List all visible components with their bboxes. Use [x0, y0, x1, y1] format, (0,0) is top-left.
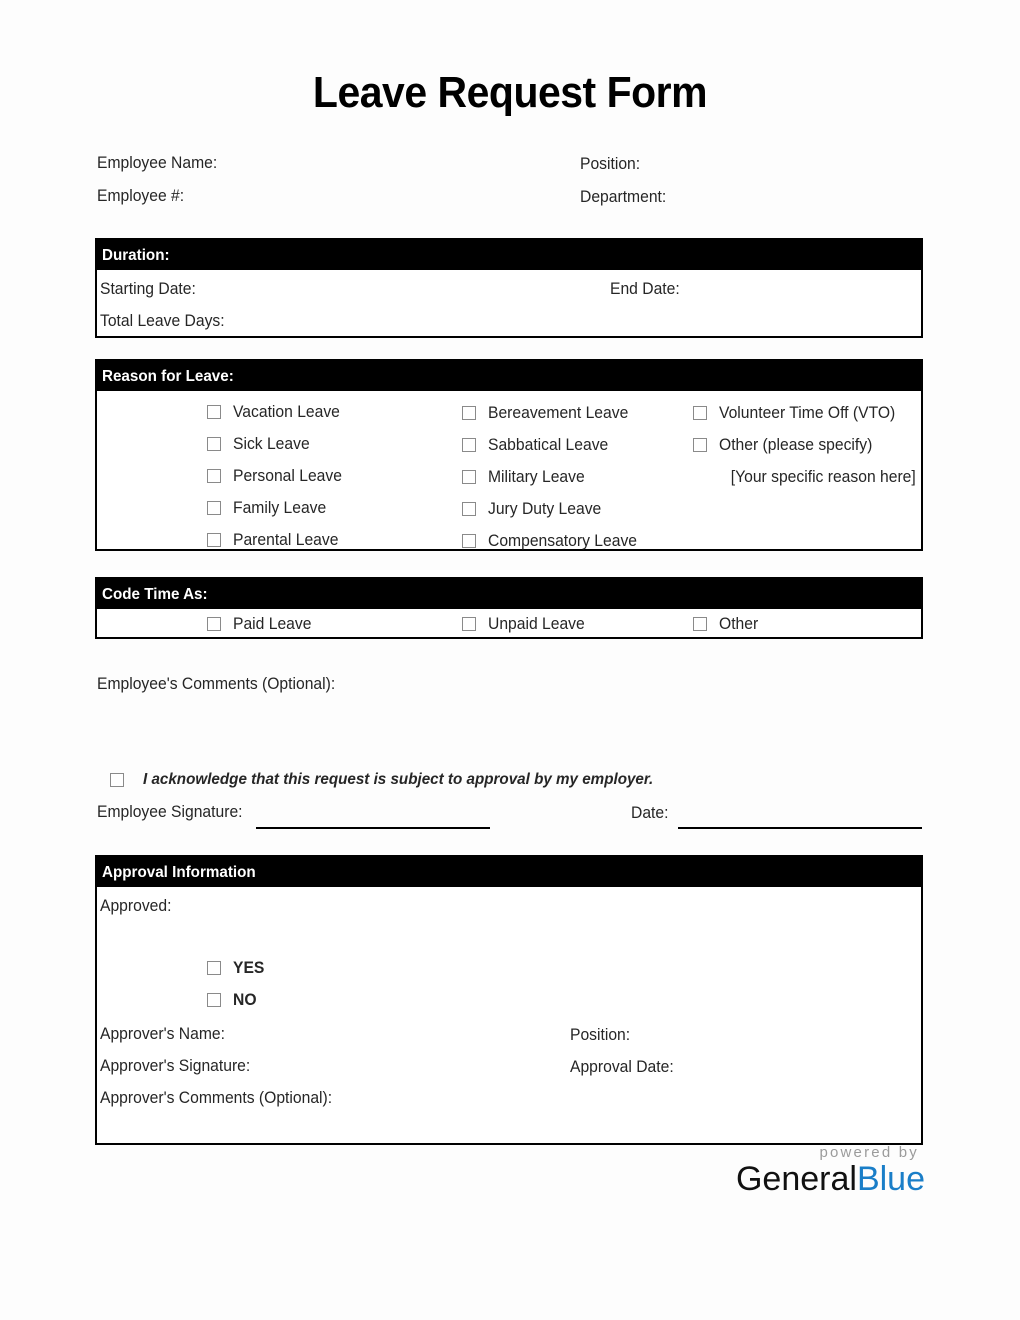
- checkbox-label: Bereavement Leave: [488, 404, 629, 422]
- approver-comments-label: Approver's Comments (Optional):: [100, 1089, 333, 1107]
- reason-for-leave-section: [95, 359, 923, 551]
- checkbox-other-please-specify[interactable]: [693, 437, 880, 454]
- signature-date-label: Date:: [631, 804, 669, 822]
- checkbox-bereavement-leave[interactable]: [462, 405, 636, 422]
- acknowledgment-checkbox-row[interactable]: [110, 772, 680, 788]
- checkbox-other-code-time[interactable]: [693, 616, 760, 633]
- checkbox-icon[interactable]: [207, 469, 221, 483]
- employee-comments-label: Employee's Comments (Optional):: [97, 675, 336, 693]
- checkbox-label: Vacation Leave: [233, 403, 340, 421]
- generalblue-logo: [600, 1145, 925, 1199]
- checkbox-label: YES: [233, 959, 265, 977]
- checkbox-vacation-leave[interactable]: [207, 404, 346, 421]
- employee-name-label: Employee Name:: [97, 154, 218, 172]
- approver-signature-label: Approver's Signature:: [100, 1057, 251, 1075]
- checkbox-icon[interactable]: [207, 405, 221, 419]
- end-date-field: [610, 281, 722, 298]
- checkbox-icon[interactable]: [207, 501, 221, 515]
- code-time-as-section-body: [97, 609, 921, 637]
- checkbox-paid-leave[interactable]: [207, 616, 316, 633]
- checkbox-label: Compensatory Leave: [488, 532, 638, 550]
- signature-date-field[interactable]: [678, 827, 922, 829]
- approval-heading-text: Approval Information: [102, 864, 256, 881]
- approval-section-header: [97, 857, 921, 887]
- checkbox-icon[interactable]: [207, 993, 221, 1007]
- checkbox-icon[interactable]: [693, 438, 707, 452]
- checkbox-approved-yes[interactable]: [207, 960, 266, 977]
- position-label: Position:: [580, 155, 641, 173]
- approval-information-section: [95, 855, 923, 1145]
- page-title: Leave Request Form: [312, 68, 708, 117]
- powered-by-text: powered by: [819, 1144, 919, 1161]
- checkbox-label: Jury Duty Leave: [488, 500, 602, 518]
- checkbox-icon[interactable]: [207, 533, 221, 547]
- checkbox-icon[interactable]: [693, 406, 707, 420]
- reason-heading-text: Reason for Leave:: [102, 368, 234, 385]
- checkbox-label: Family Leave: [233, 499, 327, 517]
- checkbox-icon[interactable]: [207, 961, 221, 975]
- checkbox-icon[interactable]: [462, 470, 476, 484]
- checkbox-icon[interactable]: [462, 406, 476, 420]
- checkbox-icon[interactable]: [462, 438, 476, 452]
- brand-wordmark: [600, 1160, 925, 1199]
- employee-signature-label: Employee Signature:: [97, 803, 243, 821]
- checkbox-label: Personal Leave: [233, 467, 342, 485]
- reason-section-header: [97, 361, 921, 391]
- approval-date-field: [570, 1059, 693, 1076]
- approved-label: Approved:: [100, 897, 172, 915]
- employee-signature-field[interactable]: [256, 827, 490, 829]
- checkbox-volunteer-time-off[interactable]: [693, 405, 905, 422]
- checkbox-icon[interactable]: [110, 773, 124, 787]
- checkbox-approved-no[interactable]: [207, 992, 258, 1009]
- acknowledgment-text: I acknowledge that this request is subject to approval by my employer.: [143, 771, 654, 788]
- checkbox-icon[interactable]: [207, 617, 221, 631]
- checkbox-icon[interactable]: [462, 617, 476, 631]
- checkbox-label: Unpaid Leave: [488, 615, 585, 633]
- checkbox-icon[interactable]: [207, 437, 221, 451]
- checkbox-unpaid-leave[interactable]: [462, 616, 590, 633]
- checkbox-military-leave[interactable]: [462, 469, 590, 486]
- code-time-as-section: [95, 577, 923, 639]
- approval-section-body: [97, 887, 921, 1143]
- duration-section: [95, 238, 923, 338]
- checkbox-jury-duty-leave[interactable]: [462, 501, 607, 518]
- checkbox-label: Sick Leave: [233, 435, 310, 453]
- checkbox-parental-leave[interactable]: [207, 532, 344, 549]
- duration-section-body: [97, 270, 921, 336]
- other-reason-placeholder[interactable]: [Your specific reason here]: [730, 468, 916, 486]
- code-time-as-heading-text: Code Time As:: [102, 586, 208, 603]
- approval-date-label: Approval Date:: [570, 1059, 674, 1076]
- checkbox-label: Paid Leave: [233, 615, 312, 633]
- checkbox-personal-leave[interactable]: [207, 468, 348, 485]
- approver-position-label: Position:: [570, 1026, 631, 1044]
- duration-heading-text: Duration:: [102, 247, 170, 264]
- checkbox-sick-leave[interactable]: [207, 436, 314, 453]
- checkbox-label: Parental Leave: [233, 531, 339, 549]
- starting-date-label: Starting Date:: [100, 280, 196, 298]
- checkbox-label: Military Leave: [488, 468, 585, 486]
- checkbox-compensatory-leave[interactable]: [462, 533, 645, 550]
- code-time-as-section-header: [97, 579, 921, 609]
- brand-name-general: General: [735, 1160, 857, 1198]
- brand-name-blue: Blue: [856, 1160, 925, 1198]
- checkbox-icon[interactable]: [462, 534, 476, 548]
- checkbox-label: Volunteer Time Off (VTO): [719, 404, 896, 422]
- total-leave-days-label: Total Leave Days:: [100, 312, 225, 330]
- department-label: Department:: [580, 188, 667, 206]
- checkbox-label: Other (please specify): [719, 436, 873, 454]
- checkbox-icon[interactable]: [462, 502, 476, 516]
- employee-number-label: Employee #:: [97, 187, 185, 205]
- checkbox-label: Sabbatical Leave: [488, 436, 609, 454]
- checkbox-label: NO: [233, 991, 257, 1009]
- end-date-label: End Date:: [610, 281, 680, 298]
- checkbox-sabbatical-leave[interactable]: [462, 437, 615, 454]
- checkbox-family-leave[interactable]: [207, 500, 331, 517]
- reason-section-body: [97, 391, 921, 549]
- checkbox-label: Other: [719, 615, 759, 633]
- checkbox-icon[interactable]: [693, 617, 707, 631]
- approver-name-label: Approver's Name:: [100, 1025, 225, 1043]
- duration-section-header: [97, 240, 921, 270]
